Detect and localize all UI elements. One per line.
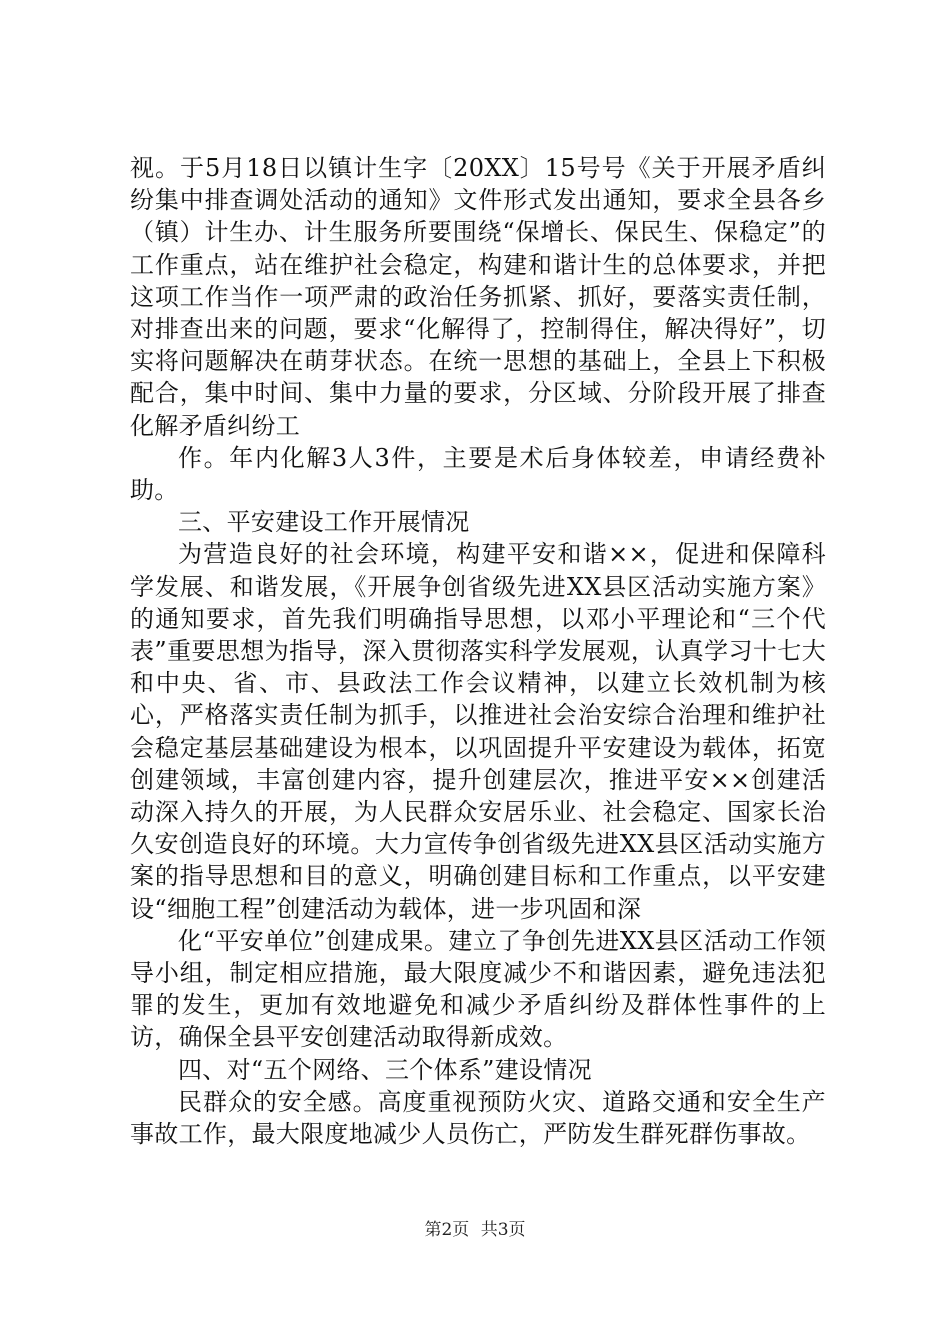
paragraph-5: 民群众的安全感。高度重视预防火灾、道路交通和安全生产事故工作，最大限度地减少人员伤亡，严防发生群死群伤事故。 [130, 1087, 826, 1149]
section-heading-3: 三、平安建设工作开展情况 [178, 508, 470, 537]
page-footer [0, 1215, 950, 1240]
paragraph-3: 为营造良好的社会环境，构建平安和谐××，促进和保障科学发展、和谐发展，《开展争创省级先进XX县区活动实施方案》的通知要求，首先我们明确指导思想，以邓小平理论和“三个代表”重要思想为指导，深入贯彻落实科学发展观，认真学习十七大和中央、省、市、县政法工作会议精神，以建立长效机制为核心，严格落实责任制为抓手，以推进社会治安综合治理和维护社会稳定基层基础建设为根本，以巩固提升平安建设为载体，拓宽创建领域，丰富创建内容，提升创建层次，推进平安××创建活动深入持久的开展，为人民群众安居乐业、社会稳定、国家长治久安创造良好的环境。大力宣传争创省级先进XX县区活动实施方案的指导思想和目的意义，明确创建目标和工作重点，以平安建设“细胞工程”创建活动为载体，进一步巩固和深 [130, 540, 826, 923]
paragraph-1: 视。于5月18日以镇计生字〔20XX〕15号号《关于开展矛盾纠纷集中排查调处活动的通知》文件形式发出通知，要求全县各乡（镇）计生办、计生服务所要围绕“保增长、保民生、保稳定”的工作重点，站在维护社会稳定，构建和谐计生的总体要求，并把这项工作当作一项严肃的政治任务抓紧、抓好，要落实责任制，对排查出来的问题，要求“化解得了，控制得住，解决得好”，切实将问题解决在萌芽状态。在统一思想的基础上，全县上下积极配合，集中时间、集中力量的要求，分区域、分阶段开展了排查化解矛盾纠纷工 [130, 154, 826, 440]
page-number: 第2页 [424, 1220, 470, 1240]
paragraph-4: 化“平安单位”创建成果。建立了争创先进XX县区活动工作领导小组，制定相应措施，最大限度减少不和谐因素，避免违法犯罪的发生，更加有效地避免和减少矛盾纠纷及群体性事件的上访，确保全县平安创建活动取得新成效。 [130, 926, 826, 1052]
section-heading-4: 四、对“五个网络、三个体系”建设情况 [178, 1055, 592, 1084]
page-total: 共3页 [480, 1220, 526, 1240]
document-body [130, 152, 826, 1150]
paragraph-2: 作。年内化解3人3件，主要是术后身体较差，申请经费补助。 [130, 443, 826, 505]
